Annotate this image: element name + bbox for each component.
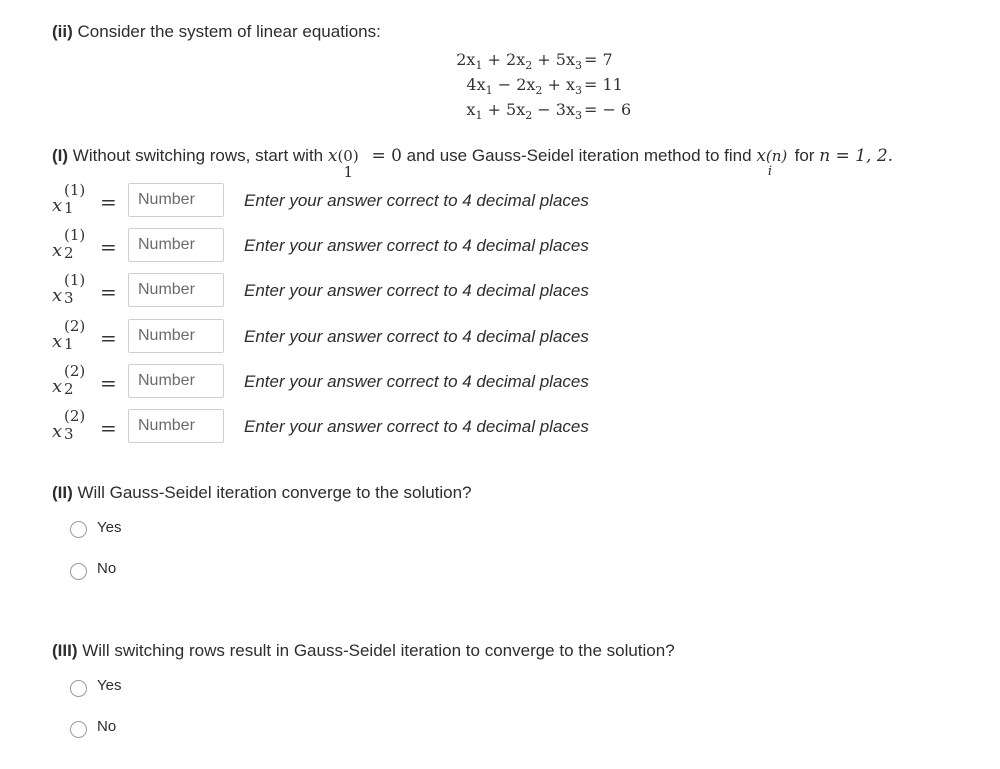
x3-iter1-input[interactable] — [128, 273, 224, 307]
variable-label: x (2) 3 — [52, 407, 86, 443]
equals-sign: = — [100, 371, 117, 395]
variable-label: x (1) 1 — [52, 181, 86, 217]
part-II-yes-label[interactable]: Yes — [97, 519, 122, 536]
equation-row: $4x_1 - 2x_2 + x_3$ = 11 — [466, 75, 623, 98]
equation-row: $2x_1 + 2x_2 + 5x_3$ = 7 — [456, 50, 613, 73]
answer-hint: Enter your answer correct to 4 decimal places — [244, 372, 589, 391]
answer-hint: Enter your answer correct to 4 decimal places — [244, 191, 589, 210]
x2-iter2-input[interactable] — [128, 364, 224, 398]
part-ii-text: Consider the system of linear equations: — [72, 22, 381, 41]
part-II-no-label[interactable]: No — [97, 560, 117, 577]
answer-hint: Enter your answer correct to 4 decimal places — [244, 281, 589, 300]
variable-label: x (2) 1 — [52, 317, 86, 353]
equals-sign: = — [100, 190, 117, 214]
part-ii-heading — [52, 22, 381, 42]
answer-hint: Enter your answer correct to 4 decimal places — [244, 417, 589, 436]
part-III-yes-radio[interactable] — [70, 680, 87, 697]
variable-label: x (2) 2 — [52, 362, 86, 398]
x1-iter2-input[interactable] — [128, 319, 224, 353]
part-ii-prefix: (ii) — [52, 22, 73, 41]
answer-hint: Enter your answer correct to 4 decimal places — [244, 236, 589, 255]
part-I-instruction: (I) Without switching rows, start with x (0) 1 = 0 and use Gauss-Seidel iteration method to find x (n) i for n = 1, 2. — [52, 146, 894, 181]
x3-iter2-input[interactable] — [128, 409, 224, 443]
equals-sign: = — [100, 326, 117, 350]
x2-iter1-input[interactable] — [128, 228, 224, 262]
variable-label: x (1) 2 — [52, 226, 86, 262]
part-III-yes-label[interactable]: Yes — [97, 677, 122, 694]
part-III-no-radio[interactable] — [70, 721, 87, 738]
equation-system — [432, 50, 652, 125]
answer-hint: Enter your answer correct to 4 decimal places — [244, 327, 589, 346]
part-II-no-radio[interactable] — [70, 563, 87, 580]
part-II-yes-radio[interactable] — [70, 521, 87, 538]
x1-iter1-input[interactable] — [128, 183, 224, 217]
part-III-question: (III) Will switching rows result in Gauss-Seidel iteration to converge to the solution? — [52, 641, 675, 660]
equals-sign: = — [100, 280, 117, 304]
part-III-no-label[interactable]: No — [97, 718, 117, 735]
equals-sign: = — [100, 416, 117, 440]
variable-label: x (1) 3 — [52, 271, 86, 307]
equation-row: $x_1 + 5x_2 - 3x_3$ = − 6 — [466, 100, 632, 123]
part-II-question: (II) Will Gauss-Seidel iteration converge to the solution? — [52, 483, 472, 502]
equals-sign: = — [100, 235, 117, 259]
